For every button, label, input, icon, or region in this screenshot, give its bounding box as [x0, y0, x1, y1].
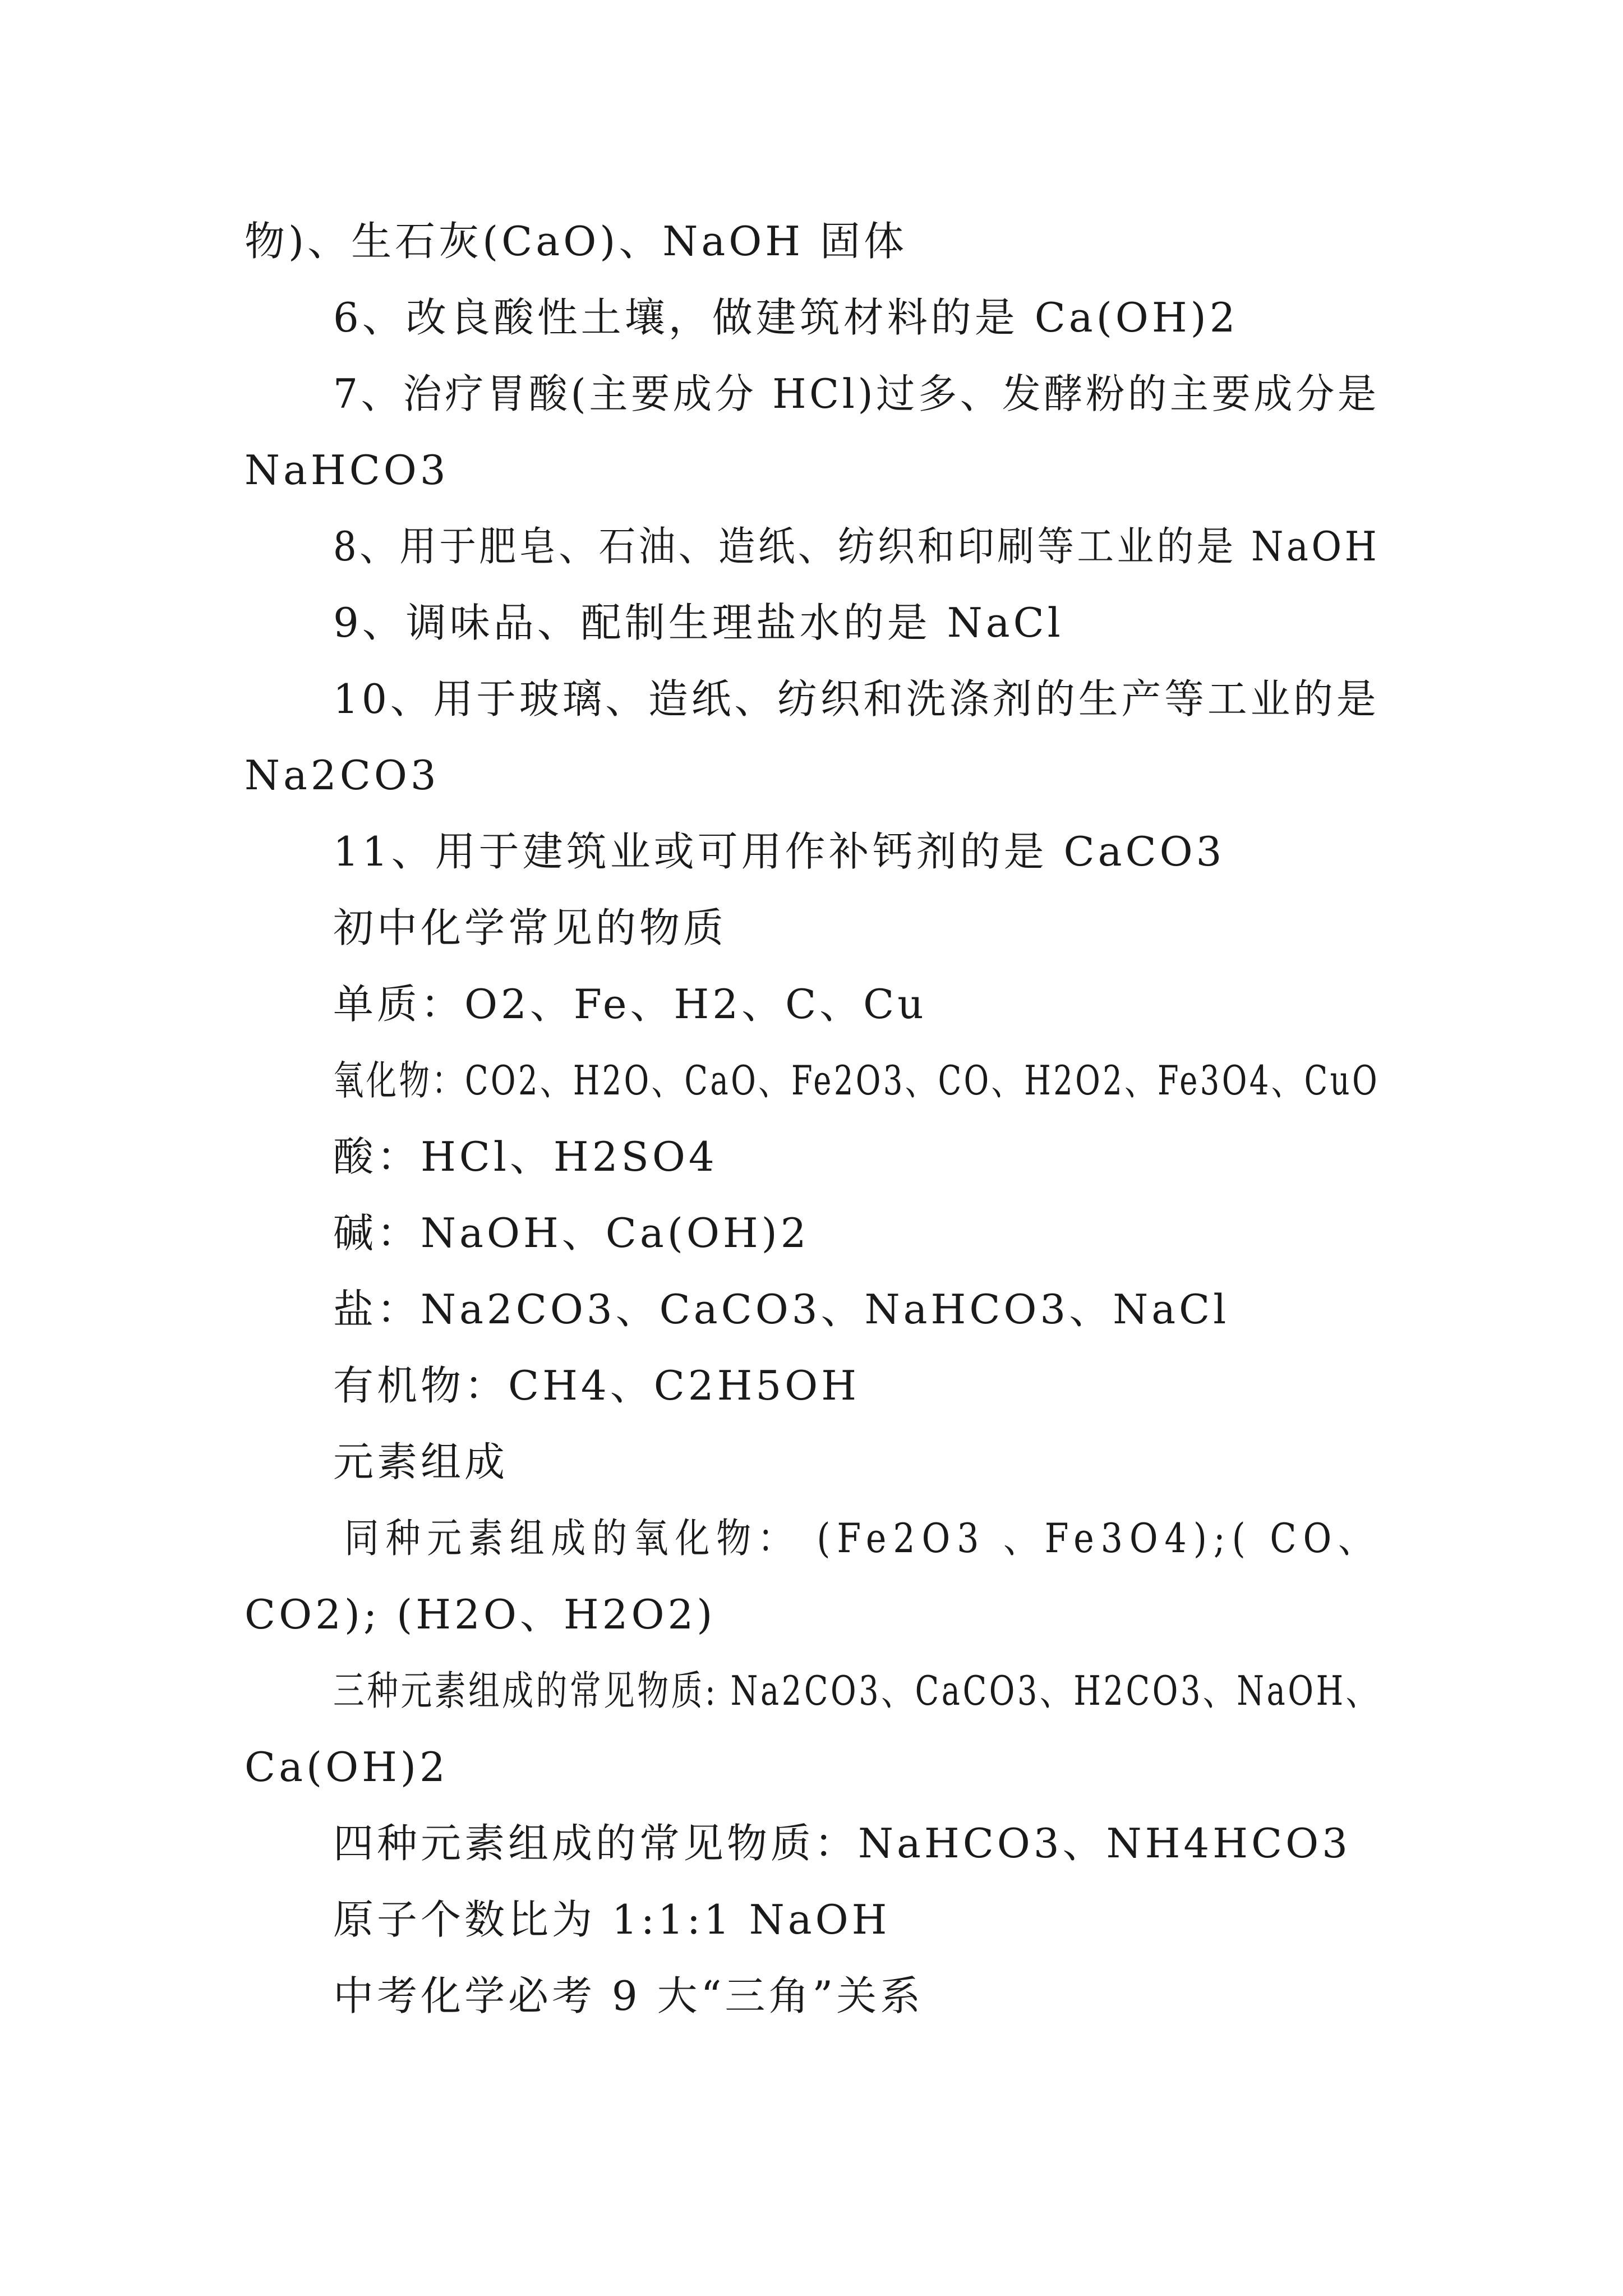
text-line: Ca(OH)2 — [245, 1743, 449, 1791]
text-line: 氧化物：CO2、H2O、CaO、Fe2O3、CO、H2O2、Fe3O4、CuO — [333, 1057, 1380, 1104]
text-line: 单质：O2、Fe、H2、C、Cu — [333, 981, 927, 1028]
text-line: 四种元素组成的常见物质：NaHCO3、NH4HCO3 — [333, 1820, 1351, 1867]
text-line: 物)、生石灰(CaO)、NaOH 固体 — [245, 218, 907, 265]
text-line: 6、改良酸性土壤，做建筑材料的是 Ca(OH)2 — [333, 294, 1239, 341]
text-line: 11、用于建筑业或可用作补钙剂的是 CaCO3 — [333, 828, 1225, 875]
text-line: 8、用于肥皂、石油、造纸、纺织和印刷等工业的是 NaOH — [333, 523, 1380, 570]
text-line: Na2CO3 — [245, 752, 440, 799]
text-line: 10、用于玻璃、造纸、纺织和洗涤剂的生产等工业的是 — [333, 675, 1380, 723]
section-heading: 元素组成 — [333, 1438, 509, 1485]
text-line: 三种元素组成的常见物质: Na2CO3、CaCO3、H2CO3、NaOH、 — [333, 1667, 1380, 1714]
text-line: 同种元素组成的氧化物： (Fe2O3 、Fe3O4);( CO、 — [344, 1515, 1380, 1562]
text-line: 盐：Na2CO3、CaCO3、NaHCO3、NaCl — [333, 1286, 1230, 1333]
text-line: 原子个数比为 1:1:1 NaOH — [333, 1896, 891, 1943]
text-line: 9、调味品、配制生理盐水的是 NaCl — [333, 599, 1064, 646]
text-line: 酸：HCl、H2SO4 — [333, 1133, 718, 1180]
section-heading: 初中化学常见的物质 — [333, 904, 727, 951]
text-line: NaHCO3 — [245, 447, 449, 494]
text-line: 7、治疗胃酸(主要成分 HCl)过多、发酵粉的主要成分是 — [333, 370, 1380, 417]
text-line: 碱：NaOH、Ca(OH)2 — [333, 1209, 810, 1257]
text-line: 有机物：CH4、C2H5OH — [333, 1362, 860, 1409]
section-heading: 中考化学必考 9 大“三角”关系 — [333, 1972, 924, 2019]
text-line: CO2); (H2O、H2O2) — [245, 1591, 716, 1638]
